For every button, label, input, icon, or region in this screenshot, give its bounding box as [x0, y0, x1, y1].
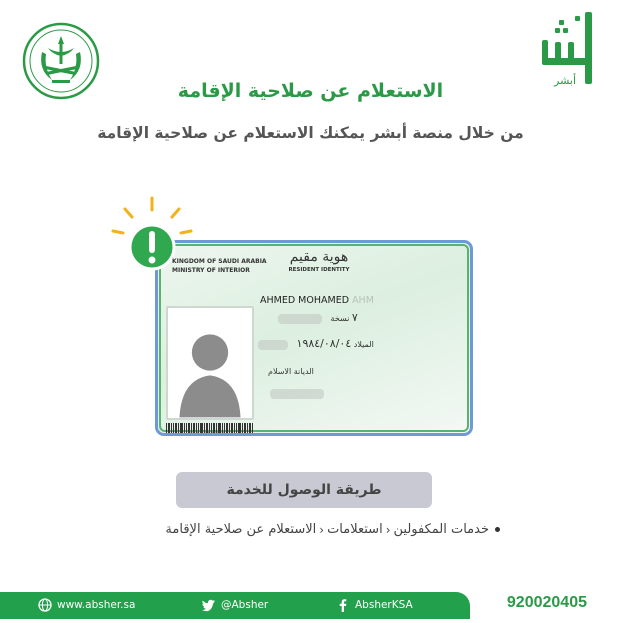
card-ministry-text: MINISTRY OF INTERIOR: [172, 267, 250, 274]
page-title: الاستعلام عن صلاحية الإقامة: [177, 80, 444, 102]
breadcrumb: [165, 522, 500, 537]
bullet-icon: [495, 527, 500, 532]
card-religion-row: [268, 367, 314, 376]
card-dob-row: [258, 337, 374, 350]
footer-website-text: www.absher.sa: [57, 599, 136, 611]
chevron-left-icon: ‹: [319, 522, 325, 537]
breadcrumb-item-inquiries: استعلامات: [327, 522, 383, 537]
card-copy-value: ٧: [351, 311, 358, 324]
service-access-button[interactable]: طريقة الوصول للخدمة: [176, 472, 432, 508]
card-copy-row: [278, 311, 358, 324]
card-holder-name: [260, 295, 374, 306]
id-card-illustration: [105, 195, 485, 445]
card-number: 2285158542: [188, 432, 227, 436]
twitter-icon: [202, 598, 216, 612]
footer-twitter[interactable]: [202, 598, 268, 612]
exclamation-icon: [105, 195, 200, 285]
breadcrumb-item-iqama-validity: الاستعلام عن صلاحية الإقامة: [165, 522, 317, 537]
card-title: [280, 249, 358, 273]
facebook-icon: [336, 598, 350, 612]
card-name-text: AHMED MOHAMED: [260, 295, 350, 306]
card-name-faded: AHM: [352, 295, 374, 306]
phone-number[interactable]: 920020405: [506, 594, 587, 611]
card-kingdom-text: KINGDOM OF SAUDI ARABIA: [172, 258, 267, 265]
card-copy-label: نسخة: [330, 314, 350, 323]
footer-facebook-text: AbsherKSA: [355, 599, 413, 611]
globe-icon: [38, 598, 52, 612]
chevron-left-icon: ‹: [385, 522, 391, 537]
card-id-row: [270, 389, 324, 399]
footer-facebook[interactable]: [336, 598, 413, 612]
card-dob-label: الميلاد: [353, 340, 374, 349]
resident-id-card: [155, 240, 473, 436]
page-subtitle: من خلال منصة أبشر يمكنك الاستعلام عن صلاحية الإقامة: [97, 124, 524, 142]
footer-website[interactable]: [38, 598, 135, 612]
card-title-en: RESIDENT IDENTITY: [288, 267, 350, 273]
card-title-ar: هوية مقيم: [289, 249, 349, 265]
breadcrumb-item-dependents-services: خدمات المكفولين: [393, 522, 489, 537]
card-religion-label: الديانة: [293, 367, 314, 376]
footer-twitter-text: @Absher: [221, 599, 269, 611]
person-silhouette-icon: [168, 308, 252, 418]
card-religion-value: الاسلام: [268, 367, 292, 376]
absher-logo-text: أبشر: [554, 74, 576, 87]
card-dob-value: ١٩٨٤/٠٨/٠٤: [296, 337, 352, 350]
absher-logo-icon: [539, 12, 595, 88]
photo-placeholder: [166, 306, 254, 420]
